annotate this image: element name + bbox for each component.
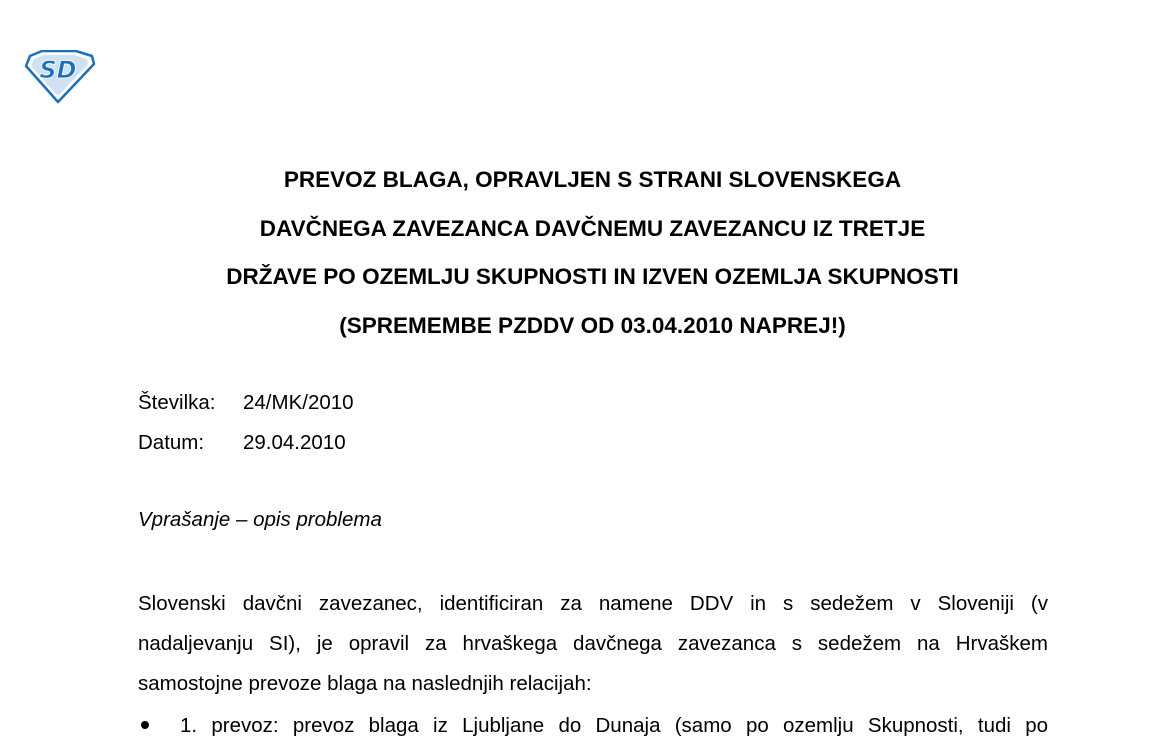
document-title <box>0 156 1157 350</box>
body-paragraph <box>138 584 1048 704</box>
title-line: PREVOZ BLAGA, OPRAVLJEN S STRANI SLOVENSKEGA <box>283 167 902 192</box>
title-line: DAVČNEGA ZAVEZANCA DAVČNEMU ZAVEZANCU IZ TRETJE <box>259 215 926 241</box>
logo-lettering: SD <box>39 56 77 84</box>
document-meta <box>138 383 354 463</box>
title-line: DRŽAVE PO OZEMLJU SKUPNOSTI IN IZVEN OZEMLJA SKUPNOSTI <box>226 264 959 289</box>
paragraph-line: samostojne prevoze blaga na naslednjih relacijah: <box>138 672 592 695</box>
paragraph-line: Slovenski davčni zavezanec, identificiran za namene DDV in s sedežem v Sloveniji (v <box>138 592 1048 615</box>
date-value: 29.04.2010 <box>243 431 346 454</box>
meta-date-row <box>138 423 354 463</box>
list-item-text: 1. prevoz: prevoz blaga iz Ljubljane do Dunaja (samo po ozemlju Skupnosti, tudi po <box>180 714 1048 737</box>
list-item <box>138 706 1048 746</box>
meta-number-row <box>138 383 354 423</box>
number-value: 24/MK/2010 <box>243 391 354 414</box>
number-label: Številka: <box>138 391 216 414</box>
company-logo <box>22 50 96 104</box>
date-label: Datum: <box>138 431 205 454</box>
bullet-icon <box>138 706 180 746</box>
title-line: (SPREMEMBE PZDDV OD 03.04.2010 NAPREJ!) <box>339 312 846 338</box>
section-heading: Vprašanje – opis problema <box>138 508 382 531</box>
paragraph-line: nadaljevanju SI), je opravil za hrvaškega davčnega zavezanca s sedežem na Hrvaškem <box>138 632 1048 655</box>
